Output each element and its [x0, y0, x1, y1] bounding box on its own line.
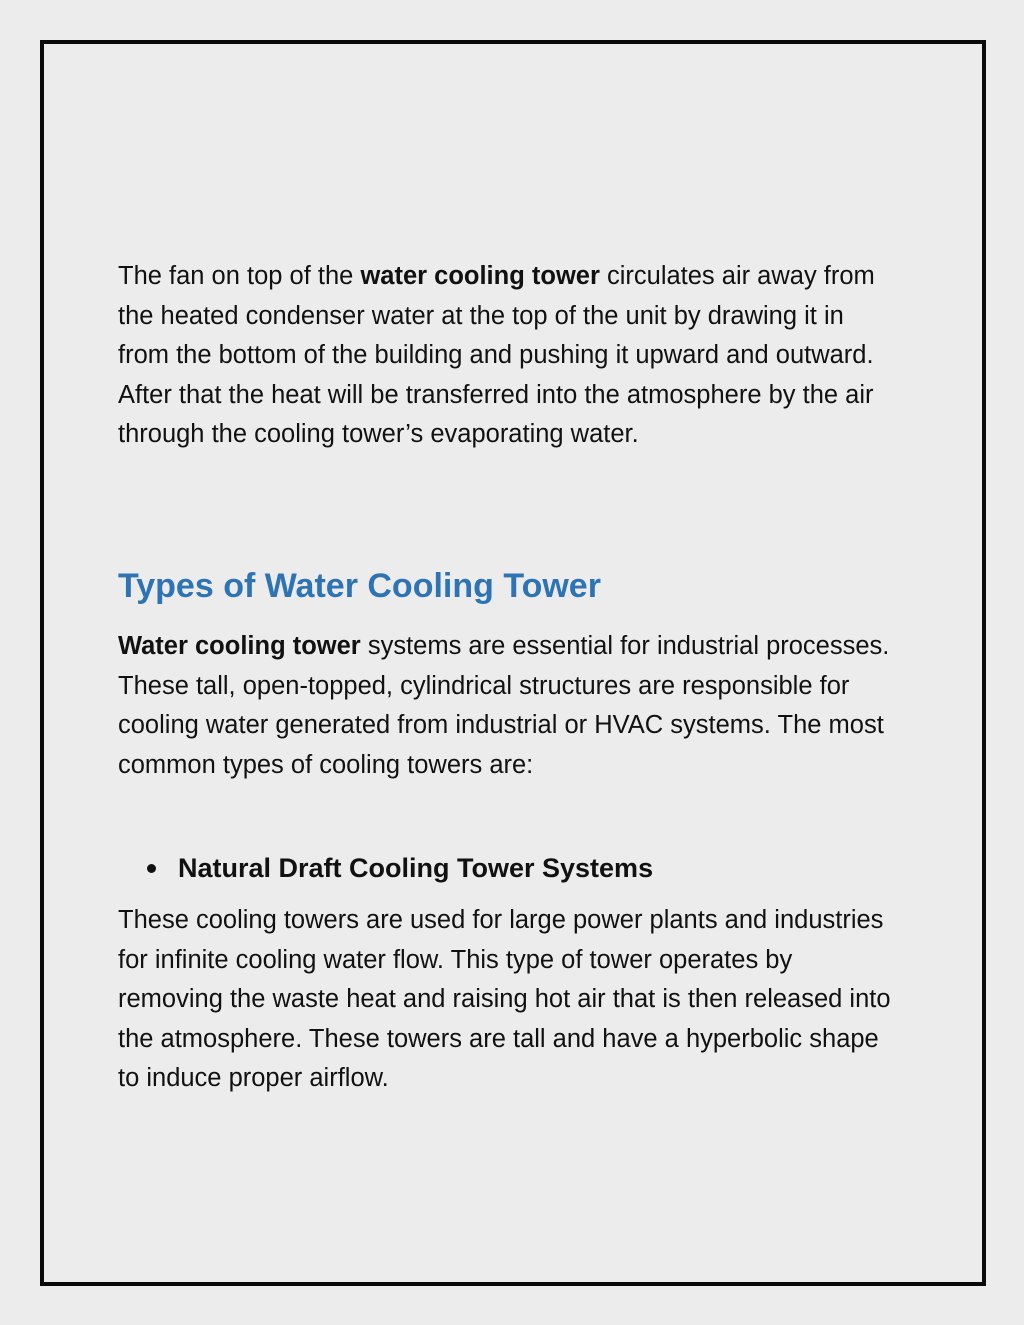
intro-paragraph: [118, 257, 898, 455]
natural-draft-description: These cooling towers are used for large power plants and industries for infinite cooling water flow. This type of tower operates by removing the waste heat and raising hot air that is then released into the atmosphere. These towers are tall and have a hyperbolic shape to induce proper airflow.: [118, 906, 891, 1093]
section-heading: Types of Water Cooling Tower: [118, 567, 601, 605]
bullet-dot-icon: [147, 864, 156, 873]
intro-bold-term: water cooling tower: [360, 262, 600, 290]
intro-text-end: circulates air away from the heated condenser water at the top of the unit by drawing it in from the bottom of the building and pushing it upward and outward. After that the heat will be transferred into the atmosphere by the air through the cooling tower’s evaporating water.: [118, 262, 875, 449]
intro-text-start: The fan on top of the: [118, 262, 361, 290]
types-intro-bold-term: Water cooling tower: [118, 632, 361, 660]
bullet-list-item: [147, 848, 927, 888]
bullet-label: Natural Draft Cooling Tower Systems: [178, 853, 654, 883]
types-intro-paragraph: [118, 627, 898, 785]
types-intro-text: systems are essential for industrial processes. These tall, open-topped, cylindrical structures are responsible for cooling water generated from industrial or HVAC systems. The most common types of cooling towers are:: [118, 632, 890, 779]
